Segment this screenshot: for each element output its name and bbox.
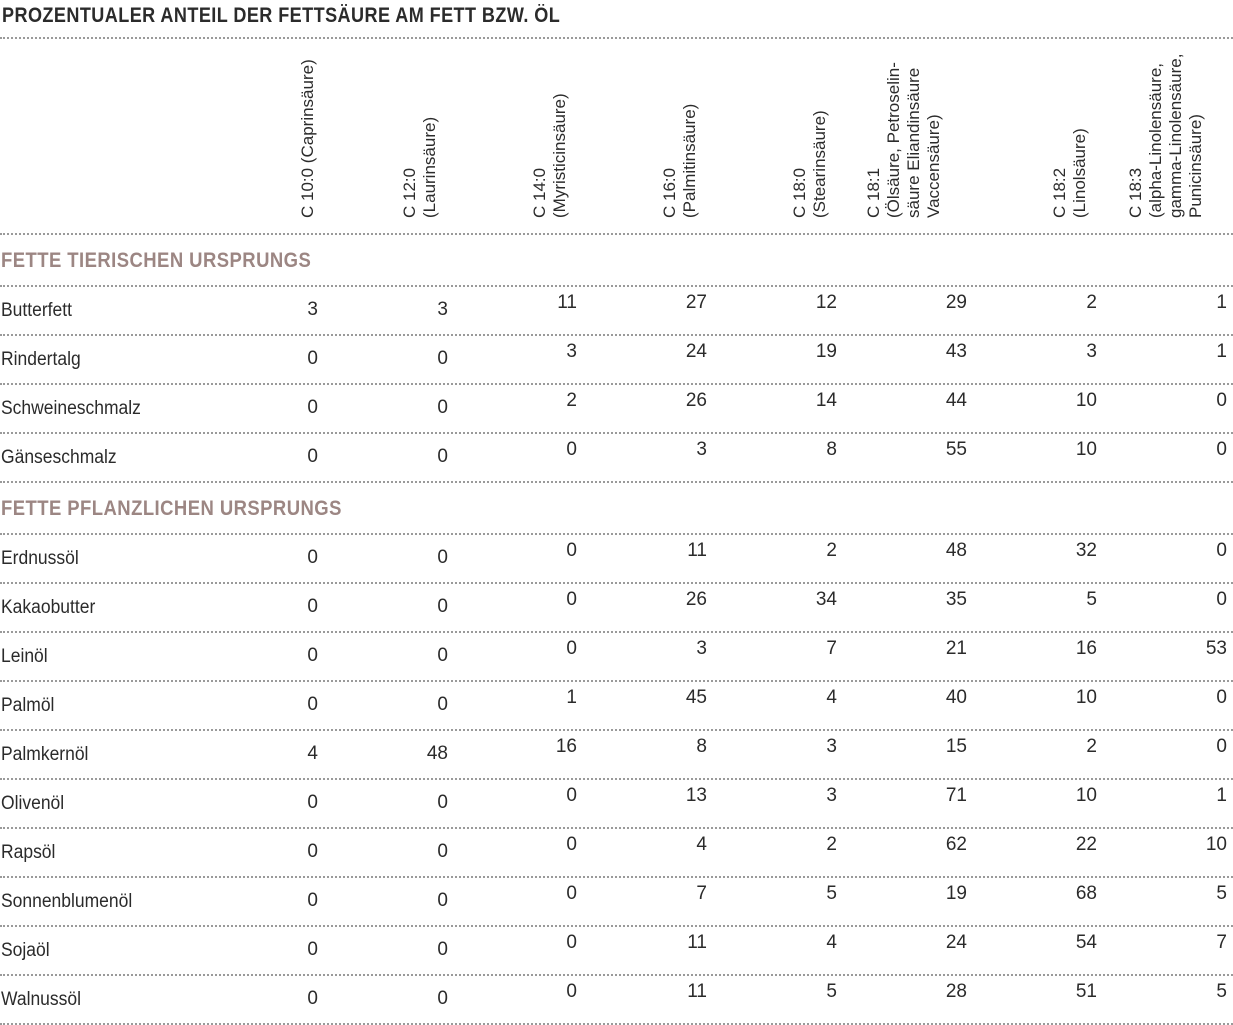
table-cell: 0 <box>437 596 448 617</box>
table-cell: 0 <box>307 596 318 617</box>
table-cell: 48 <box>945 540 967 561</box>
table-cell: 8 <box>696 736 707 757</box>
column-header-line: säure Eliandinsäure <box>904 67 923 218</box>
table-cell: 5 <box>1216 883 1227 904</box>
row-divider <box>0 37 1233 39</box>
table-cell: 24 <box>945 932 967 953</box>
table-cell: 35 <box>945 589 967 610</box>
table-cell: 7 <box>826 638 837 659</box>
table-cell: 0 <box>437 446 448 467</box>
table-cell: 1 <box>1216 341 1227 362</box>
row-label: Schweineschmalz <box>1 398 141 419</box>
table-cell: 26 <box>685 589 707 610</box>
table-cell: 0 <box>307 397 318 418</box>
table-cell: 0 <box>307 988 318 1009</box>
table-cell: 45 <box>685 687 707 708</box>
table-cell: 29 <box>945 292 967 313</box>
table-cell: 0 <box>566 638 577 659</box>
table-cell: 10 <box>1075 785 1097 806</box>
column-header-line: C 18:0 <box>790 167 809 218</box>
column-header-line: C 18:3 <box>1126 167 1145 218</box>
column-header-line: (Laurinsäure) <box>420 116 439 218</box>
column-header <box>1050 40 1090 218</box>
column-header-line: (alpha-Linolensäure, <box>1146 63 1165 218</box>
table-cell: 0 <box>307 348 318 369</box>
row-label: Rindertalg <box>1 349 81 370</box>
table-cell: 51 <box>1075 981 1097 1002</box>
column-header-line: C 18:2 <box>1050 167 1069 218</box>
table-cell: 0 <box>437 645 448 666</box>
column-header <box>660 40 700 218</box>
table-cell: 11 <box>687 981 707 1002</box>
column-header-line: (Myristicinsäure) <box>550 93 569 218</box>
row-divider <box>0 729 1233 731</box>
row-label: Leinöl <box>1 646 48 667</box>
table-cell: 0 <box>566 785 577 806</box>
table-cell: 43 <box>945 341 967 362</box>
row-divider <box>0 876 1233 878</box>
table-cell: 1 <box>566 687 577 708</box>
table-cell: 44 <box>945 390 967 411</box>
table-cell: 0 <box>307 694 318 715</box>
table-cell: 16 <box>1075 638 1097 659</box>
row-label: Palmkernöl <box>1 744 89 765</box>
table-cell: 0 <box>437 348 448 369</box>
table-cell: 3 <box>826 785 837 806</box>
table-cell: 4 <box>307 743 318 764</box>
table-cell: 14 <box>815 390 837 411</box>
table-cell: 0 <box>307 792 318 813</box>
table-cell: 71 <box>945 785 967 806</box>
column-header-line: (Linolsäure) <box>1070 128 1089 218</box>
table-cell: 55 <box>945 439 967 460</box>
table-cell: 62 <box>945 834 967 855</box>
table-cell: 11 <box>687 932 707 953</box>
row-divider <box>0 533 1233 535</box>
table-cell: 7 <box>696 883 707 904</box>
table-cell: 3 <box>826 736 837 757</box>
column-header-line: C 18:1 <box>864 167 883 218</box>
table-cell: 0 <box>307 547 318 568</box>
table-cell: 0 <box>566 932 577 953</box>
table-cell: 0 <box>1216 589 1227 610</box>
table-cell: 0 <box>307 890 318 911</box>
table-cell: 0 <box>1216 439 1227 460</box>
table-cell: 3 <box>696 638 707 659</box>
row-divider <box>0 383 1233 385</box>
table-cell: 32 <box>1075 540 1097 561</box>
table-cell: 3 <box>566 341 577 362</box>
table-cell: 26 <box>685 390 707 411</box>
table-cell: 0 <box>307 939 318 960</box>
row-divider <box>0 334 1233 336</box>
table-cell: 0 <box>437 988 448 1009</box>
table-title: PROZENTUALER ANTEIL DER FETTSÄURE AM FETT BZW. ÖL <box>2 4 561 27</box>
table-cell: 0 <box>307 645 318 666</box>
table-cell: 0 <box>566 981 577 1002</box>
table-cell: 0 <box>1216 736 1227 757</box>
row-label: Palmöl <box>1 695 55 716</box>
row-label: Kakaobutter <box>1 597 96 618</box>
row-divider <box>0 827 1233 829</box>
table-cell: 0 <box>566 883 577 904</box>
row-label: Rapsöl <box>1 842 56 863</box>
table-cell: 5 <box>826 981 837 1002</box>
table-cell: 53 <box>1205 638 1227 659</box>
row-label: Gänseschmalz <box>1 447 117 468</box>
section-title: FETTE TIERISCHEN URSPRUNGS <box>1 249 312 272</box>
table-cell: 27 <box>685 292 707 313</box>
table-cell: 48 <box>426 743 448 764</box>
table-cell: 0 <box>566 439 577 460</box>
column-header <box>864 40 944 218</box>
table-cell: 10 <box>1075 439 1097 460</box>
row-divider <box>0 974 1233 976</box>
table-cell: 3 <box>437 299 448 320</box>
column-header <box>298 40 318 218</box>
table-cell: 0 <box>1216 540 1227 561</box>
table-cell: 1 <box>1216 785 1227 806</box>
table-cell: 16 <box>555 736 577 757</box>
row-divider <box>0 925 1233 927</box>
table-cell: 2 <box>566 390 577 411</box>
row-divider <box>0 285 1233 287</box>
row-divider <box>0 481 1233 483</box>
table-cell: 2 <box>826 834 837 855</box>
row-divider <box>0 680 1233 682</box>
column-header-line: gamma-Linolensäure, <box>1166 53 1185 218</box>
table-cell: 28 <box>945 981 967 1002</box>
column-header-line: C 16:0 <box>660 167 679 218</box>
table-cell: 4 <box>826 687 837 708</box>
table-cell: 21 <box>945 638 967 659</box>
row-divider <box>0 233 1233 235</box>
table-cell: 54 <box>1075 932 1097 953</box>
column-header-line: Punicinsäure) <box>1186 114 1205 218</box>
table-cell: 15 <box>945 736 967 757</box>
table-cell: 0 <box>566 834 577 855</box>
table-cell: 2 <box>1086 736 1097 757</box>
table-cell: 0 <box>437 547 448 568</box>
table-cell: 10 <box>1075 390 1097 411</box>
table-cell: 19 <box>815 341 837 362</box>
table-cell: 22 <box>1075 834 1097 855</box>
row-divider <box>0 778 1233 780</box>
table-cell: 13 <box>685 785 707 806</box>
table-cell: 1 <box>1216 292 1227 313</box>
table-cell: 12 <box>815 292 837 313</box>
row-label: Sonnenblumenöl <box>1 891 133 912</box>
row-divider <box>0 582 1233 584</box>
table-cell: 0 <box>307 446 318 467</box>
section-title: FETTE PFLANZLICHEN URSPRUNGS <box>1 497 342 520</box>
table-cell: 10 <box>1205 834 1227 855</box>
table-cell: 2 <box>826 540 837 561</box>
row-label: Olivenöl <box>1 793 65 814</box>
table-cell: 5 <box>1086 589 1097 610</box>
table-cell: 0 <box>437 397 448 418</box>
table-cell: 0 <box>437 890 448 911</box>
table-cell: 0 <box>566 589 577 610</box>
table-cell: 0 <box>566 540 577 561</box>
column-header-line: C 14:0 <box>530 167 549 218</box>
table-cell: 2 <box>1086 292 1097 313</box>
table-cell: 68 <box>1075 883 1097 904</box>
table-cell: 10 <box>1075 687 1097 708</box>
table-cell: 3 <box>696 439 707 460</box>
table-cell: 0 <box>437 694 448 715</box>
table-cell: 4 <box>826 932 837 953</box>
column-header-line: C 12:0 <box>400 167 419 218</box>
row-divider <box>0 631 1233 633</box>
column-header-line: (Stearinsäure) <box>810 110 829 218</box>
table-cell: 0 <box>1216 390 1227 411</box>
row-divider <box>0 432 1233 434</box>
column-header-line: (Ölsäure, Petroselin- <box>884 62 903 218</box>
table-cell: 40 <box>945 687 967 708</box>
table-cell: 8 <box>826 439 837 460</box>
table-cell: 0 <box>437 792 448 813</box>
column-header-line: (Palmitinsäure) <box>680 103 699 218</box>
column-header <box>530 40 570 218</box>
column-header-line: C 10:0 (Caprinsäure) <box>298 59 317 218</box>
table-cell: 5 <box>826 883 837 904</box>
table-cell: 11 <box>557 292 577 313</box>
table-cell: 34 <box>815 589 837 610</box>
table-cell: 4 <box>696 834 707 855</box>
table-cell: 11 <box>687 540 707 561</box>
column-header-line: Vaccensäure) <box>924 114 943 218</box>
row-label: Walnussöl <box>1 989 81 1010</box>
row-label: Sojaöl <box>1 940 50 961</box>
column-header <box>1126 40 1206 218</box>
row-label: Erdnussöl <box>1 548 79 569</box>
table-cell: 3 <box>1086 341 1097 362</box>
row-label: Butterfett <box>1 300 72 321</box>
table-cell: 0 <box>1216 687 1227 708</box>
table-cell: 19 <box>945 883 967 904</box>
table-cell: 0 <box>437 939 448 960</box>
table-cell: 0 <box>437 841 448 862</box>
column-header <box>790 40 830 218</box>
table-cell: 7 <box>1216 932 1227 953</box>
table-cell: 24 <box>685 341 707 362</box>
table-cell: 5 <box>1216 981 1227 1002</box>
table-cell: 0 <box>307 841 318 862</box>
column-header <box>400 40 440 218</box>
table-cell: 3 <box>307 299 318 320</box>
